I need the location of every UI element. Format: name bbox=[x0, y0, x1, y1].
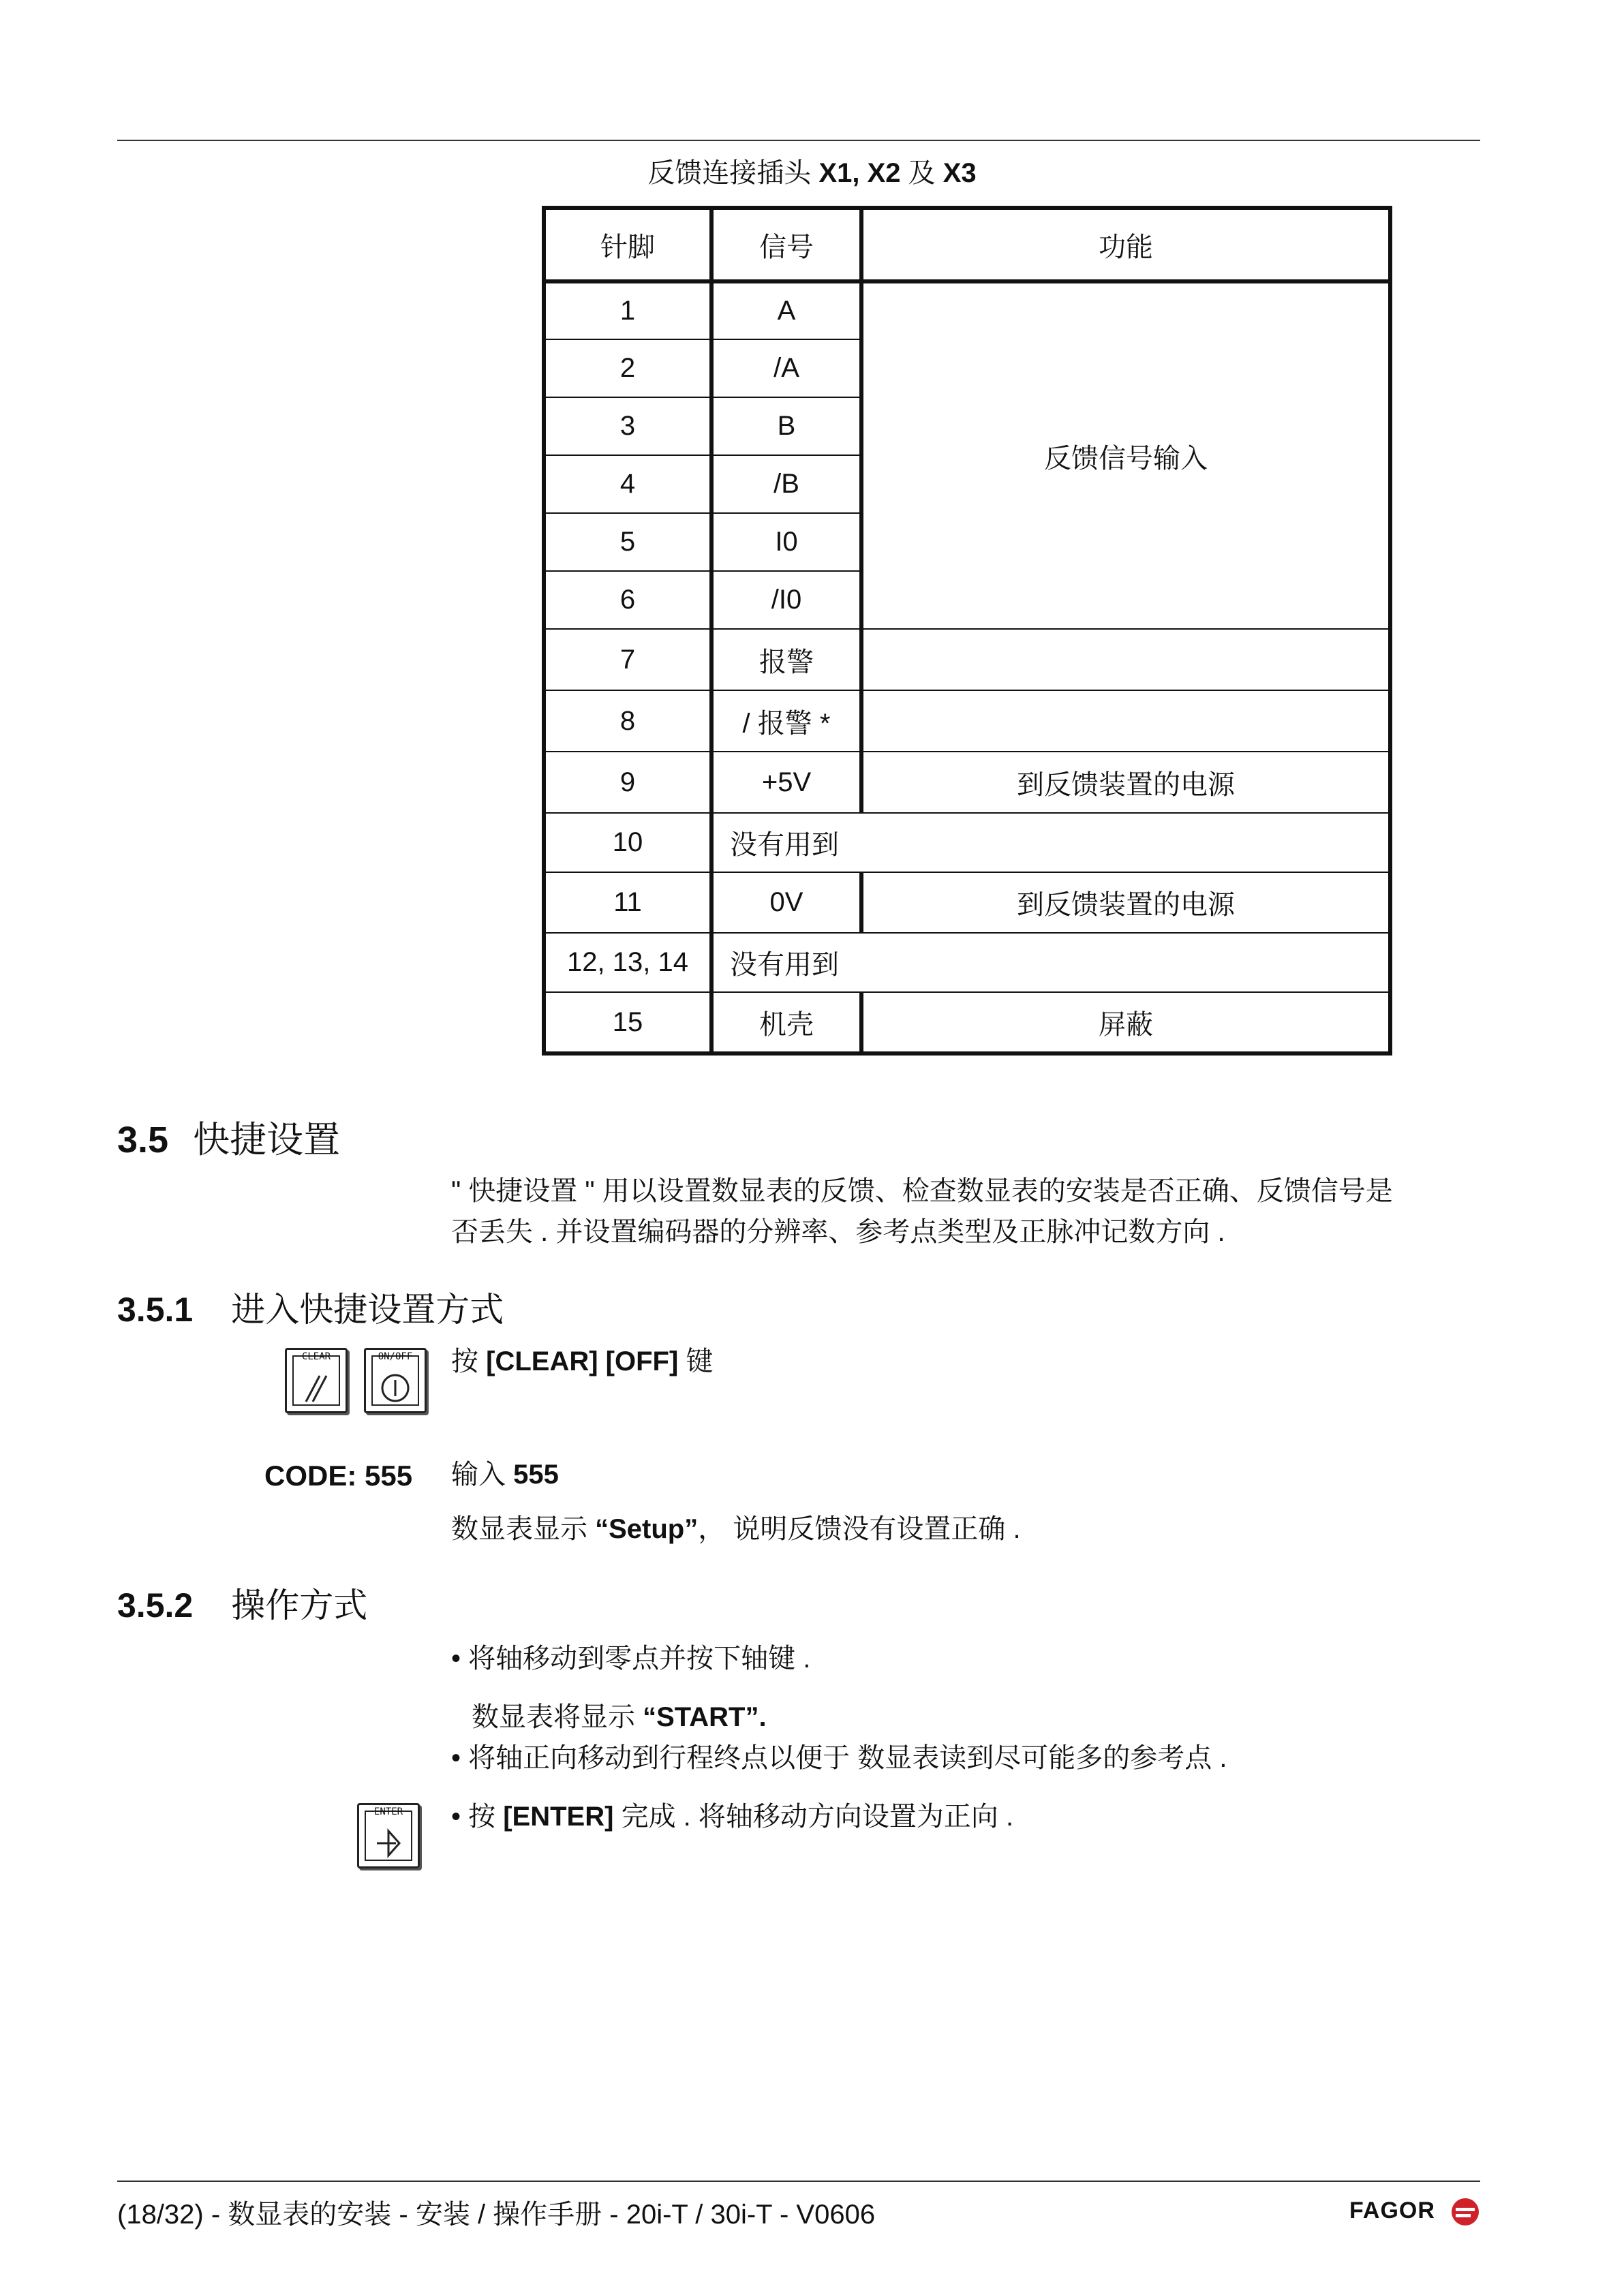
function-cell: 到反馈装置的电源 bbox=[861, 752, 1390, 813]
section-title: 快捷设置 bbox=[193, 1120, 341, 1160]
function-cell bbox=[861, 690, 1390, 752]
signal-cell: B bbox=[711, 397, 861, 455]
function-cell bbox=[861, 629, 1390, 690]
section-number: 3.5.1 bbox=[117, 1291, 194, 1329]
pin-cell: 2 bbox=[544, 339, 711, 397]
signal-cell: /B bbox=[711, 455, 861, 513]
pin-cell: 4 bbox=[544, 455, 711, 513]
function-cell-feedback: 反馈信号输入 bbox=[861, 281, 1390, 629]
pin-cell: 10 bbox=[544, 813, 711, 872]
header-pin: 针脚 bbox=[544, 208, 711, 281]
enter-code-text: 输入 555 bbox=[451, 1460, 559, 1490]
fagor-logo: FAGOR bbox=[1349, 2197, 1484, 2227]
signal-cell: 机壳 bbox=[711, 992, 861, 1053]
pin-cell: 1 bbox=[544, 281, 711, 339]
signal-cell: / 报警 * bbox=[711, 690, 861, 752]
header-function: 功能 bbox=[861, 208, 1390, 281]
display-setup-text: 数显表显示 “Setup”， 说明反馈没有设置正确 . bbox=[451, 1514, 1021, 1544]
pin-cell: 12, 13, 14 bbox=[544, 933, 711, 992]
enter-key-icon: ENTER bbox=[357, 1803, 420, 1868]
step-bullet-3: • 按 [ENTER] 完成 . 将轴移动方向设置为正向 . bbox=[451, 1802, 1014, 1832]
pin-cell: 8 bbox=[544, 690, 711, 752]
pin-cell: 7 bbox=[544, 629, 711, 690]
footer-text: (18/32) - 数显表的安装 - 安装 / 操作手册 - 20i-T / 30i-T - V0606 bbox=[117, 2200, 876, 2230]
table-caption: 反馈连接插头 X1, X2 及 X3 bbox=[647, 158, 977, 188]
section-3-5-1-heading bbox=[117, 1282, 504, 1331]
function-cell: 屏蔽 bbox=[861, 992, 1390, 1053]
fagor-logo-icon bbox=[1446, 2197, 1484, 2227]
step-start-text: 数显表将显示 “START”. bbox=[472, 1702, 767, 1732]
pin-cell: 15 bbox=[544, 992, 711, 1053]
section-3-5-heading bbox=[117, 1111, 340, 1163]
table-row bbox=[544, 281, 1390, 339]
press-clear-off-text: 按 [CLEAR] [OFF] 键 bbox=[451, 1346, 714, 1376]
signal-cell: 报警 bbox=[711, 629, 861, 690]
footer-rule bbox=[117, 2181, 1480, 2182]
pin-cell: 5 bbox=[544, 513, 711, 571]
code-label: CODE: 555 bbox=[264, 1460, 413, 1492]
clear-key-icon: CLEAR bbox=[285, 1348, 348, 1413]
signal-cell: 0V bbox=[711, 872, 861, 933]
table-row bbox=[544, 813, 1390, 872]
signal-cell: I0 bbox=[711, 513, 861, 571]
header-signal: 信号 bbox=[711, 208, 861, 281]
section-number: 3.5.2 bbox=[117, 1586, 194, 1624]
intro-line: 否丢失 . 并设置编码器的分辨率、参考点类型及正脉冲记数方向 . bbox=[451, 1217, 1225, 1247]
table-row bbox=[544, 933, 1390, 992]
pin-table bbox=[542, 206, 1392, 1056]
table-header-row bbox=[544, 208, 1390, 281]
pin-cell: 9 bbox=[544, 752, 711, 813]
onoff-key-icon: ON/OFF bbox=[364, 1348, 427, 1413]
section-title: 操作方式 bbox=[231, 1586, 368, 1624]
table-row bbox=[544, 690, 1390, 752]
pin-cell: 6 bbox=[544, 571, 711, 629]
section-title: 进入快捷设置方式 bbox=[231, 1291, 504, 1329]
table-row bbox=[544, 872, 1390, 933]
table-row bbox=[544, 752, 1390, 813]
pin-cell: 11 bbox=[544, 872, 711, 933]
signal-cell: /A bbox=[711, 339, 861, 397]
step-bullet-1: • 将轴移动到零点并按下轴键 . bbox=[451, 1644, 811, 1674]
merged-cell: 没有用到 bbox=[711, 813, 1390, 872]
function-cell: 到反馈装置的电源 bbox=[861, 872, 1390, 933]
merged-cell: 没有用到 bbox=[711, 933, 1390, 992]
intro-line: " 快捷设置 " 用以设置数显表的反馈、检查数显表的安装是否正确、反馈信号是 bbox=[451, 1176, 1393, 1206]
pin-cell: 3 bbox=[544, 397, 711, 455]
signal-cell: +5V bbox=[711, 752, 861, 813]
section-3-5-intro bbox=[451, 1171, 1487, 1252]
table-row bbox=[544, 992, 1390, 1053]
signal-cell: A bbox=[711, 281, 861, 339]
step-bullet-2: • 将轴正向移动到行程终点以便于 数显表读到尽可能多的参考点 . bbox=[451, 1743, 1227, 1773]
table-row bbox=[544, 629, 1390, 690]
signal-cell: /I0 bbox=[711, 571, 861, 629]
section-number: 3.5 bbox=[117, 1120, 169, 1160]
section-3-5-2-heading bbox=[117, 1578, 367, 1627]
top-rule bbox=[117, 140, 1480, 141]
